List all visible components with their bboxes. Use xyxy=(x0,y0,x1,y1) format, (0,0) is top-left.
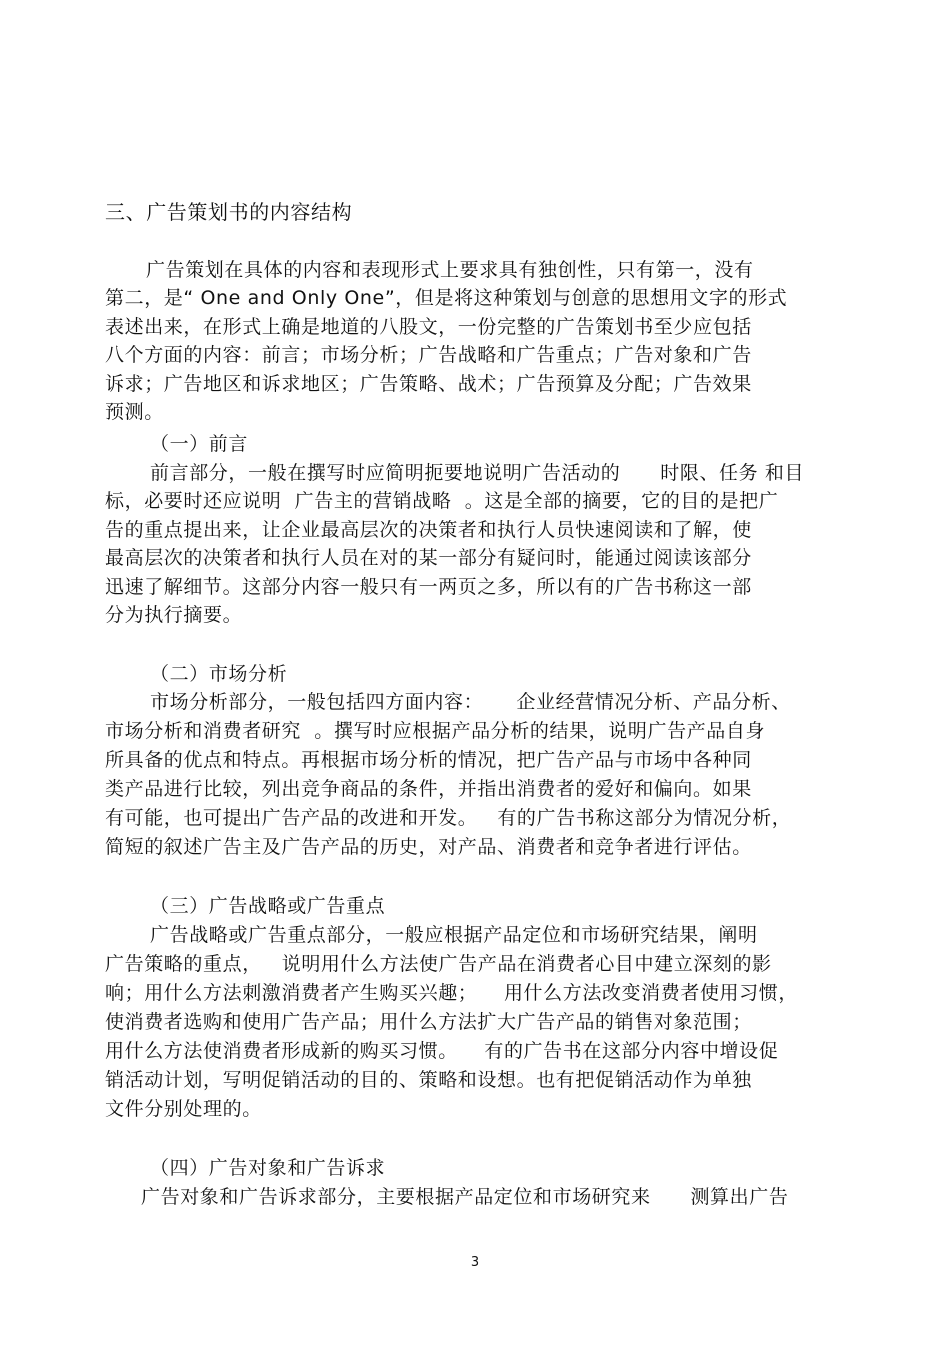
part2-line-2: 市场分析和消费者研究 。撰写时应根据产品分析的结果，说明广告产品自身 xyxy=(105,720,766,742)
intro-line-6: 预测。 xyxy=(105,401,164,423)
part1-line-4: 最高层次的决策者和执行人员在对的某一部分有疑问时，能通过阅读该部分 xyxy=(105,547,752,569)
intro-line-5: 诉求；广告地区和诉求地区；广告策略、战术；广告预算及分配；广告效果 xyxy=(105,373,752,395)
page-number: 3 xyxy=(470,1255,480,1270)
part2-line-1: 市场分析部分，一般包括四方面内容： 企业经营情况分析、产品分析、 xyxy=(150,691,791,713)
intro-line-3: 表述出来，在形式上确是地道的八股文，一份完整的广告策划书至少应包括 xyxy=(105,316,752,338)
part1-heading: （一）前言 xyxy=(150,433,249,455)
intro-line-4: 八个方面的内容：前言；市场分析；广告战略和广告重点；广告对象和广告 xyxy=(105,344,752,366)
part3-line-5: 用什么方法使消费者形成新的购买习惯。 有的广告书在这部分内容中增设促 xyxy=(105,1040,779,1062)
part3-heading: （三）广告战略或广告重点 xyxy=(150,895,386,917)
part4-line-1: 广告对象和广告诉求部分，主要根据产品定位和市场研究来 测算出广告 xyxy=(141,1186,789,1208)
part3-line-1: 广告战略或广告重点部分，一般应根据产品定位和市场研究结果，阐明 xyxy=(150,924,758,946)
part1-line-2: 标，必要时还应说明 广告主的营销战略 。这是全部的摘要，它的目的是把广 xyxy=(105,490,779,512)
part3-line-4: 使消费者选购和使用广告产品；用什么方法扩大广告产品的销售对象范围； xyxy=(105,1011,752,1033)
part2-line-6: 简短的叙述广告主及广告产品的历史，对产品、消费者和竞争者进行评估。 xyxy=(105,836,752,858)
part3-line-7: 文件分别处理的。 xyxy=(105,1098,262,1120)
part1-line-6: 分为执行摘要。 xyxy=(105,604,243,626)
part1-line-5: 迅速了解细节。这部分内容一般只有一两页之多，所以有的广告书称这一部 xyxy=(105,576,752,598)
part2-line-3: 所具备的优点和特点。再根据市场分析的情况，把广告产品与市场中各种同 xyxy=(105,749,752,771)
part1-line-3: 告的重点提出来，让企业最高层次的决策者和执行人员快速阅读和了解，使 xyxy=(105,519,752,541)
intro-line-1: 广告策划在具体的内容和表现形式上要求具有独创性，只有第一，没有 xyxy=(146,259,754,281)
part2-heading: （二）市场分析 xyxy=(150,663,288,685)
part3-line-6: 销活动计划，写明促销活动的目的、策略和设想。也有把促销活动作为单独 xyxy=(105,1069,752,1091)
part1-line-1: 前言部分，一般在撰写时应简明扼要地说明广告活动的 时限、任务 和目 xyxy=(150,462,805,484)
part3-line-3: 响；用什么方法刺激消费者产生购买兴趣； 用什么方法改变消费者使用习惯， xyxy=(105,982,798,1004)
part3-line-2: 广告策略的重点， 说明用什么方法使广告产品在消费者心目中建立深刻的影 xyxy=(105,953,772,975)
section-title: 三、广告策划书的内容结构 xyxy=(105,200,353,224)
intro-line-2: 第二，是“ One and Only One”，但是将这种策划与创意的思想用文字的形式 xyxy=(105,287,788,309)
part4-heading: （四）广告对象和广告诉求 xyxy=(150,1157,386,1179)
part2-line-4: 类产品进行比较，列出竞争商品的条件，并指出消费者的爱好和偏向。如果 xyxy=(105,778,752,800)
part2-line-5: 有可能，也可提出广告产品的改进和开发。 有的广告书称这部分为情况分析， xyxy=(105,807,792,829)
